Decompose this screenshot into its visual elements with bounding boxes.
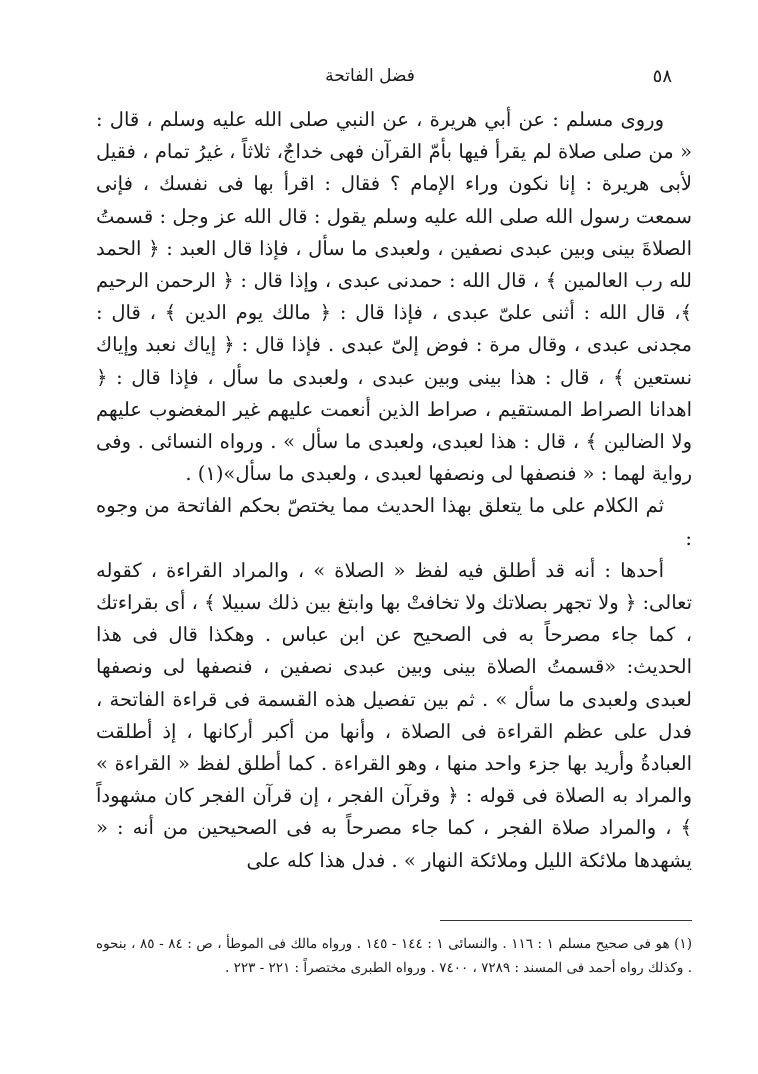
paragraph: أحدها : أنه قد أطلق فيه لفظ « الصلاة » ، والمراد القراءة ، كقوله تعالى: ﴿ ولا تجهر بصلاتك ولا تخافتْ بها وابتغ بين ذلك سبيلا ﴾ ، أى بقراءتك ، كما جاء مصرحاً به فى الصحيح عن ابن عباس . وهكذا قال فى هذا الحديث: «قسمتُ الصلاة بينى وبين عبدى نصفين ، فنصفها لى ونصفها لعبدى ولعبدى ما سأل » . ثم بين تفصيل هذه القسمة فى قراءة الفاتحة ، فدل على عظم القراءة فى الصلاة ، وأنها من أكبر أركانها ، إذ أطلقت العبادةُ وأريد بها جزء واحد منها ، وهو القراءة . كما أطلق لفظ « القراءة » والمراد به الصلاة فى قوله : ﴿ وقرآن الفجر ، إن قرآن الفجر كان مشهوداً ﴾ ، والمراد صلاة الفجر ، كما جاء مصرحاً به فى الصحيحين من أنه : « يشهدها ملائكة الليل وملائكة النهار » . فدل هذا كله على bbox=[96, 558, 692, 872]
paragraph: ثم الكلام على ما يتعلق بهذا الحديث مما يختصّ بحكم الفاتحة من وجوه : bbox=[96, 494, 692, 550]
footnote-divider bbox=[440, 920, 692, 921]
footnote-text: (١) هو فى صحيح مسلم ١ : ١١٦ . والنسائى ١ : ١٤٤ - ١٤٥ . ورواه مالك فى الموطأ ، ص : ٨٤ - ٨٥ ، بنحوه . وكذلك رواه أحمد فى المسند : ٧٢٨٩ ، ٧٤٠٠ . ورواه الطبرى مختصراً : ٢٢١ - ٢٢٣ . bbox=[96, 936, 692, 976]
running-title: فضل الفاتحة bbox=[325, 66, 415, 86]
page-number: ٥٨ bbox=[652, 66, 672, 87]
paragraph: وروى مسلم : عن أبي هريرة ، عن النبي صلى الله عليه وسلم ، قال : « من صلى صلاة لم يقرأ فيها بأمّ القرآن فهى خداجٌ، ثلاثاً ، غيرُ تمام ، فقيل لأبى هريرة : إنا نكون وراء الإمام ؟ فقال : اقرأ بها فى نفسك ، فإنى سمعت رسول الله صلى الله عليه وسلم يقول : قال الله عز وجل : قسمتُ الصلاةَ بينى وبين عبدى نصفين ، ولعبدى ما سأل ، فإذا قال العبد : ﴿ الحمد لله رب العالمين ﴾ ، قال الله : حمدنى عبدى ، وإذا قال : ﴿ الرحمن الرحيم ﴾، قال الله : أثنى علىّ عبدى ، فإذا قال : ﴿ مالك يوم الدين ﴾ ، قال : مجدنى عبدى ، وقال مرة : فوض إلىّ عبدى . فإذا قال : ﴿ إياك نعبد وإياك نستعين ﴾ ، قال : هذا بينى وبين عبدى ، ولعبدى ما سأل ، فإذا قال : ﴿ اهدانا الصراط المستقيم ، صراط الذين أنعمت عليهم غير المغضوب عليهم ولا الضالين ﴾ ، قال : هذا لعبدى، ولعبدى ما سأل » . ورواه النسائى . وفى رواية لهما : « فنصفها لى ونصفها لعبدى ، ولعبدى ما سأل»(١) . bbox=[96, 108, 692, 486]
main-text bbox=[96, 104, 692, 877]
footnote bbox=[96, 932, 692, 980]
